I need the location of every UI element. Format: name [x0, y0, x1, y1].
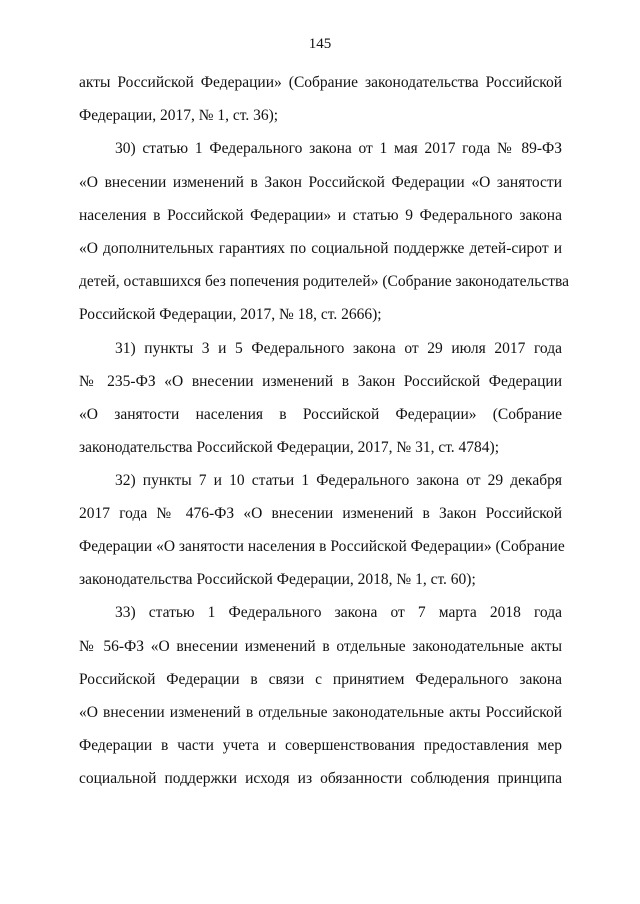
text-line: Федерации, 2017, № 1, ст. 36);	[79, 107, 279, 124]
text-line: законодательства Российской Федерации, 2017, № 31, ст. 4784);	[79, 439, 500, 456]
text-line: законодательства Российской Федерации, 2018, № 1, ст. 60);	[79, 571, 476, 588]
text-line: Российской Федерации, 2017, № 18, ст. 2666);	[79, 306, 382, 323]
text-line: Федерации в части учета и совершенствования предоставления мер	[79, 737, 562, 754]
text-line: акты Российской Федерации» (Собрание законодательства Российской	[79, 74, 562, 91]
text-line: детей, оставшихся без попечения родителей» (Собрание законодательства	[79, 273, 570, 290]
text-line: Федерации «О занятости населения в Российской Федерации» (Собрание	[79, 538, 565, 555]
text-line: «О занятости населения в Российской Федерации» (Собрание	[79, 406, 562, 423]
text-line: социальной поддержки исходя из обязанности соблюдения принципа	[79, 770, 562, 787]
text-line: 31) пункты 3 и 5 Федерального закона от 29 июля 2017 года	[115, 340, 562, 357]
text-line: 30) статью 1 Федерального закона от 1 мая 2017 года № 89-ФЗ	[115, 140, 562, 157]
text-line: «О внесении изменений в Закон Российской Федерации «О занятости	[79, 174, 562, 191]
text-line: населения в Российской Федерации» и статью 9 Федерального закона	[79, 207, 562, 224]
page-number: 145	[308, 36, 332, 52]
text-line: 33) статью 1 Федерального закона от 7 марта 2018 года	[115, 604, 562, 621]
text-line: № 235-ФЗ «О внесении изменений в Закон Российской Федерации	[79, 373, 562, 390]
text-line: «О дополнительных гарантиях по социальной поддержке детей-сирот и	[79, 240, 562, 257]
text-line: № 56-ФЗ «О внесении изменений в отдельные законодательные акты	[79, 638, 562, 655]
text-line: 2017 года № 476-ФЗ «О внесении изменений в Закон Российской	[79, 505, 562, 522]
text-line: «О внесении изменений в отдельные законодательные акты Российской	[79, 704, 562, 721]
text-line: Российской Федерации в связи с принятием Федерального закона	[79, 671, 562, 688]
text-line: 32) пункты 7 и 10 статьи 1 Федерального закона от 29 декабря	[115, 472, 562, 489]
